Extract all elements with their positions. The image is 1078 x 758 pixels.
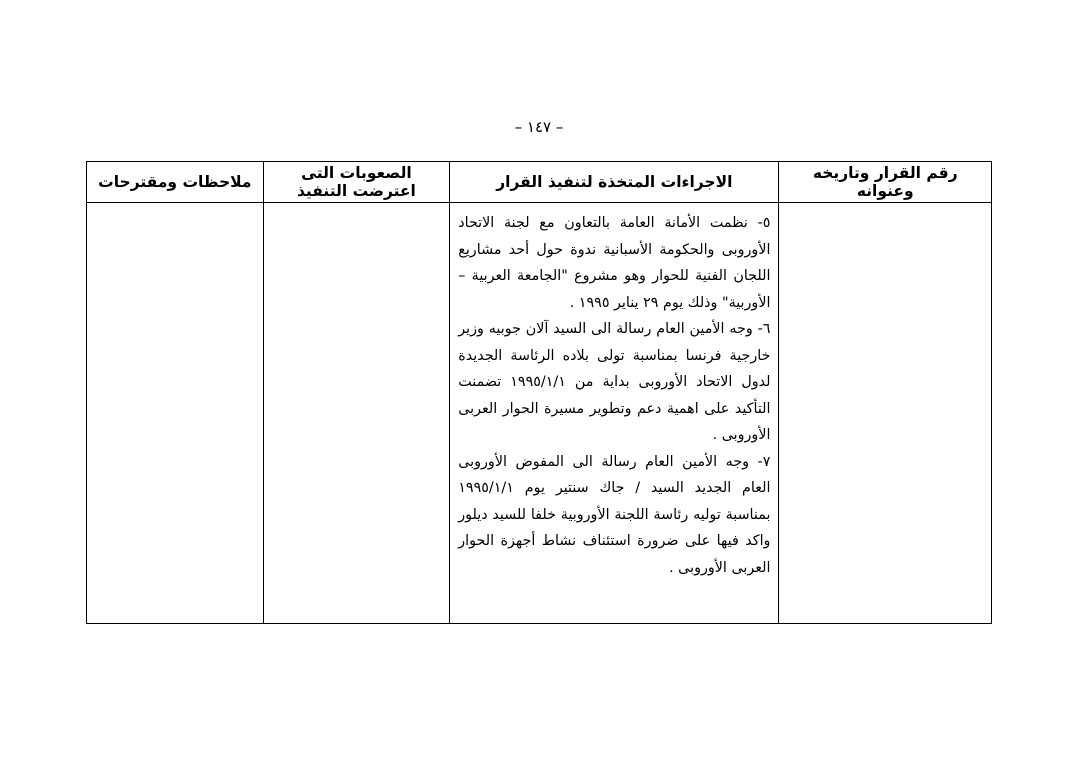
table-header-row bbox=[87, 162, 991, 203]
column-header-procedures: الاجراءات المتخذة لتنفيذ القرار bbox=[449, 162, 778, 202]
cell-notes bbox=[87, 203, 263, 623]
procedure-item-5: ٥- نظمت الأمانة العامة بالتعاون مع لجنة الاتحاد الأوروبى والحكومة الأسبانية ندوة حول أحد مشاريع اللجان الفنية للحوار وهو مشروع "الجامعة العربية – الأوربية" وذلك يوم ٢٩ يناير ١٩٩٥ . bbox=[458, 215, 771, 311]
column-header-difficulties: الصعوبات التى اعترضت التنفيذ bbox=[263, 162, 450, 202]
table-row bbox=[87, 203, 991, 623]
cell-procedures bbox=[449, 203, 778, 623]
page-number: – ١٤٧ – bbox=[514, 118, 564, 136]
cell-difficulties-value bbox=[272, 210, 442, 623]
procedure-item-7: ٧- وجه الأمين العام رسالة الى المفوض الأوروبى العام الجديد السيد / جاك سنتير يوم ١٩٩٥/١/١ بمناسبة توليه رئاسة اللجنة الأوروبية خلفا للسيد ديلور واكد فيها على ضرورة استئناف نشاط أجهزة الحوار العربى الأوروبى . bbox=[458, 453, 771, 576]
cell-notes-value bbox=[95, 210, 255, 623]
report-table bbox=[86, 161, 992, 624]
procedures-list bbox=[458, 210, 770, 581]
cell-difficulties bbox=[263, 203, 450, 623]
column-header-decision: رقم القرار وتاريخه وعنوانه bbox=[778, 162, 991, 202]
procedure-item-6: ٦- وجه الأمين العام رسالة الى السيد آلان جوبيه وزير خارجية فرنسا بمناسبة تولى بلاده الرئاسة الجديدة لدول الاتحاد الأوروبى بداية من ١٩٩٥/١/١ تضمنت التأكيد على اهمية دعم وتطوير مسيرة الحوار العربى الأوروبى . bbox=[458, 321, 771, 443]
cell-decision-value bbox=[787, 210, 983, 623]
column-header-notes: ملاحظات ومقترحات bbox=[98, 173, 252, 191]
cell-decision bbox=[778, 203, 991, 623]
